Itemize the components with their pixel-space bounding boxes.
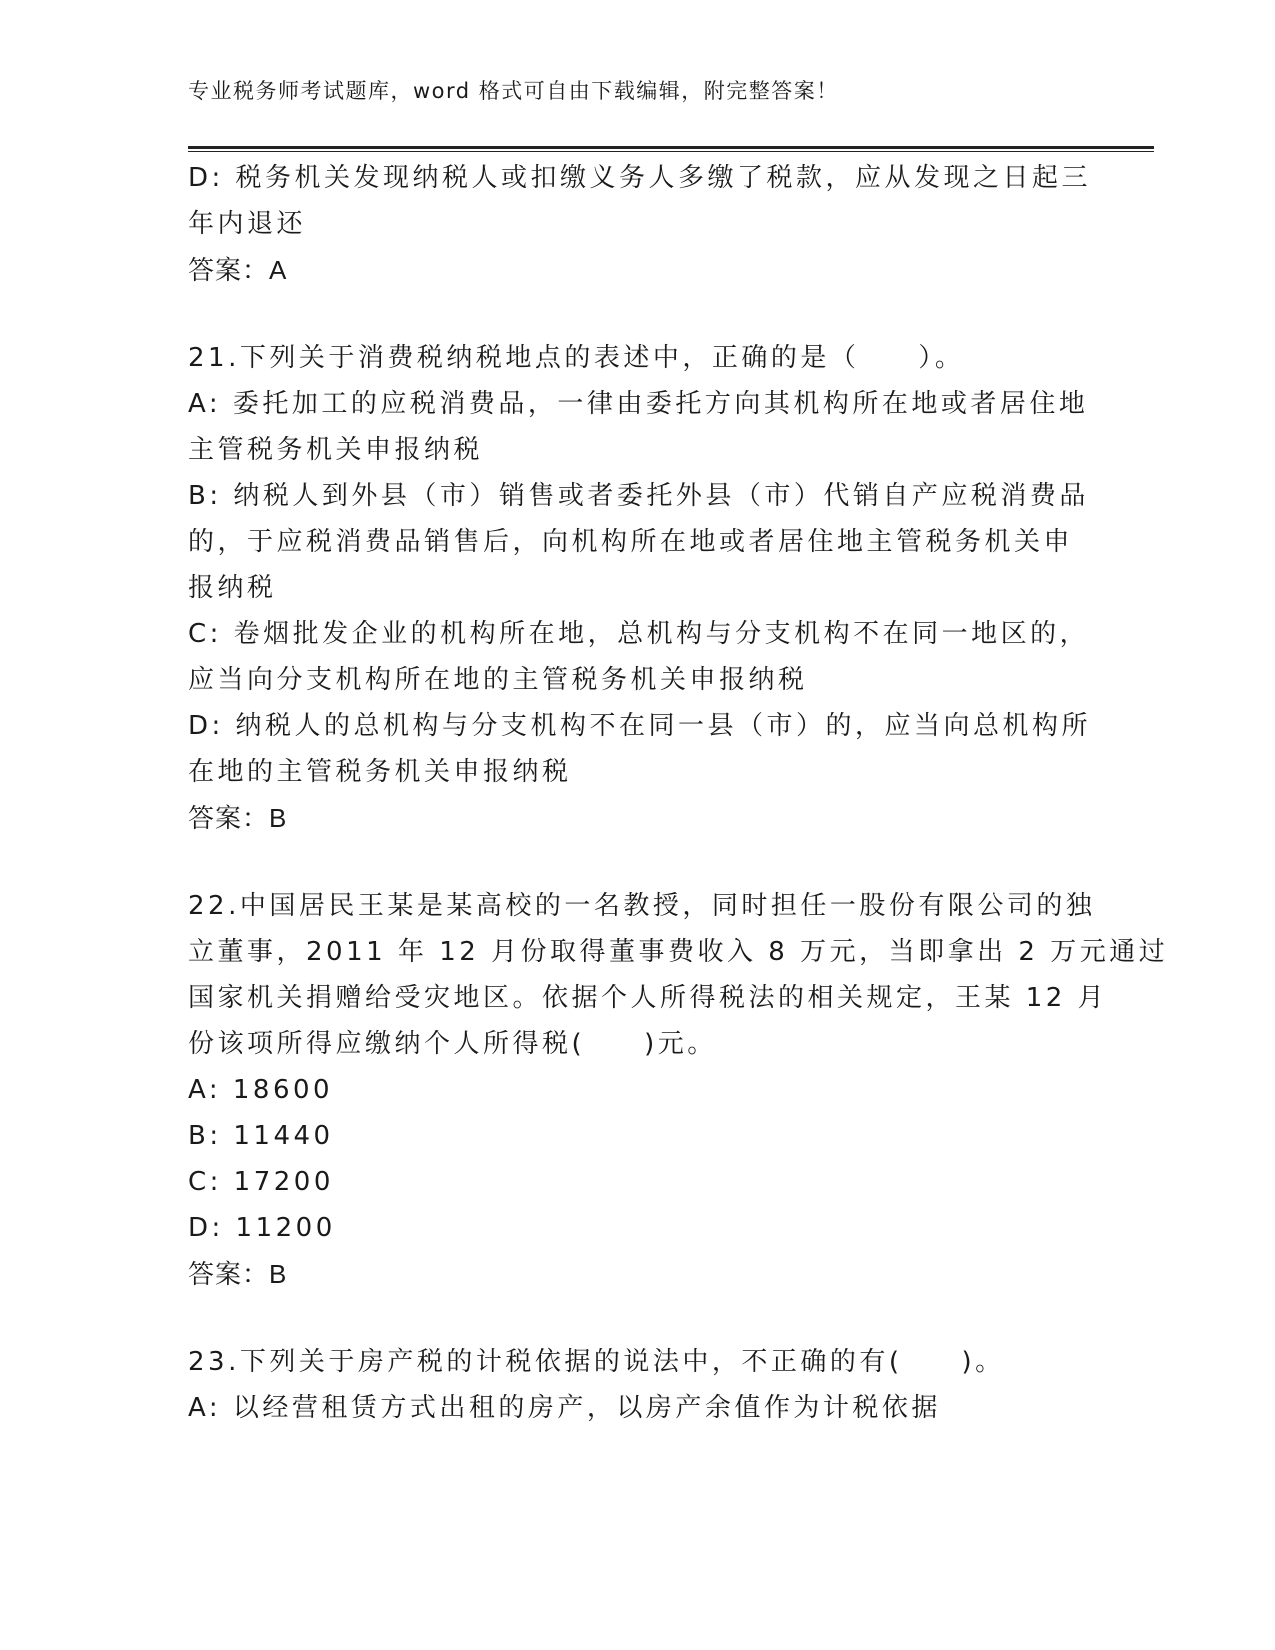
question-20-tail [188,155,1092,293]
option-d-line-1: D: 纳税人的总机构与分支机构不在同一县（市）的，应当向总机构所 [188,711,1092,741]
question-stem-line-3: 国家机关捐赠给受灾地区。依据个人所得税法的相关规定，王某 12 月 [188,983,1108,1013]
header-rule [188,146,1154,152]
page-header: 专业税务师考试题库，word 格式可自由下载编辑，附完整答案！ [188,79,839,103]
option-a: A: 18600 [188,1075,334,1105]
option-a: A: 以经营租赁方式出租的房产，以房产余值作为计税依据 [188,1393,941,1423]
answer-label: 答案：B [188,803,288,833]
option-b-line-3: 报纳税 [188,573,277,603]
question-content [188,155,1169,1431]
option-b-line-2: 的，于应税消费品销售后，向机构所在地或者居住地主管税务机关申 [188,527,1074,557]
question-stem-line-4: 份该项所得应缴纳个人所得税( )元。 [188,1029,717,1059]
option-d-line-2: 年内退还 [188,209,307,239]
question-21 [188,335,1092,841]
question-stem: 23.下列关于房产税的计税依据的说法中，不正确的有( )。 [188,1347,1005,1377]
question-23 [188,1339,1088,1431]
question-stem: 21.下列关于消费税纳税地点的表述中，正确的是（ ）。 [188,343,965,373]
option-a-line-2: 主管税务机关申报纳税 [188,435,484,465]
option-d-line-2: 在地的主管税务机关申报纳税 [188,757,572,787]
option-b: B: 11440 [188,1121,334,1151]
option-c: C: 17200 [188,1167,334,1197]
answer-label: 答案：B [188,1259,288,1289]
option-d-line-1: D: 税务机关发现纳税人或扣缴义务人多缴了税款，应从发现之日起三 [188,163,1092,193]
option-c-line-2: 应当向分支机构所在地的主管税务机关申报纳税 [188,665,808,695]
question-stem-line-2: 立董事，2011 年 12 月份取得董事费收入 8 万元，当即拿出 2 万元通过 [188,937,1169,967]
option-c-line-1: C: 卷烟批发企业的机构所在地，总机构与分支机构不在同一地区的， [188,619,1090,649]
question-stem-line-1: 22.中国居民王某是某高校的一名教授，同时担任一股份有限公司的独 [188,891,1096,921]
answer-label: 答案：A [188,255,288,285]
option-b-line-1: B: 纳税人到外县（市）销售或者委托外县（市）代销自产应税消费品 [188,481,1089,511]
question-22 [188,883,1169,1297]
option-a-line-1: A: 委托加工的应税消费品，一律由委托方向其机构所在地或者居住地 [188,389,1089,419]
option-d: D: 11200 [188,1213,336,1243]
